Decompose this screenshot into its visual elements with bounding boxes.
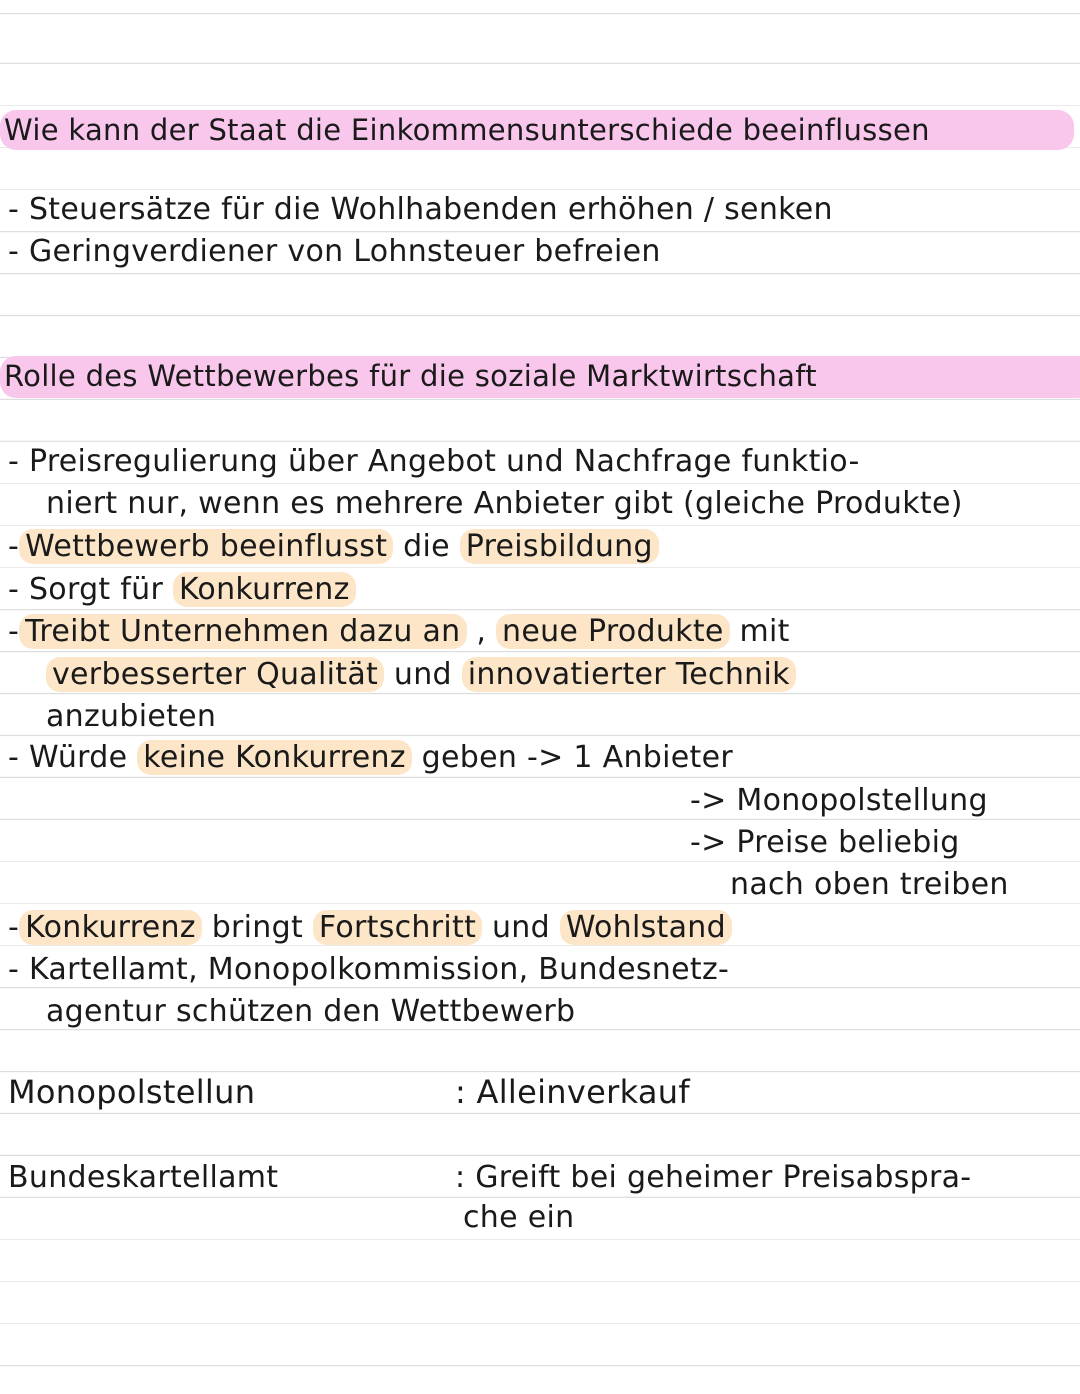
list-item-continuation: anzubieten bbox=[46, 699, 217, 734]
list-item bbox=[8, 570, 356, 610]
text: die bbox=[393, 529, 460, 564]
list-item-continuation bbox=[46, 655, 796, 695]
list-item: - Steuersätze für die Wohlhabenden erhöhen / senken bbox=[8, 192, 833, 227]
highlight-text: Konkurrenz bbox=[173, 572, 356, 607]
highlight-text: innovatierter Technik bbox=[462, 657, 796, 692]
text: - Würde bbox=[8, 740, 138, 775]
highlight-text: Preisbildung bbox=[460, 529, 659, 564]
highlight-text: Wettbewerb beeinflusst bbox=[19, 529, 393, 564]
highlight-text: Fortschritt bbox=[313, 910, 482, 945]
text: und bbox=[384, 657, 462, 692]
definition-term: Monopolstellun bbox=[8, 1073, 256, 1111]
list-item bbox=[8, 738, 733, 778]
definition-text: : Alleinverkauf bbox=[455, 1073, 690, 1111]
definition-term: Bundeskartellamt bbox=[8, 1160, 279, 1195]
text: , bbox=[466, 614, 497, 649]
definition-text: : Greift bei geheimer Preisabspra- bbox=[455, 1160, 972, 1195]
highlight-text: neue Produkte bbox=[496, 614, 730, 649]
text: bringt bbox=[201, 910, 313, 945]
dash: - bbox=[8, 529, 20, 564]
highlight-text: Konkurrenz bbox=[19, 910, 202, 945]
text: mit bbox=[729, 614, 790, 649]
arrow-item-continuation: nach oben treiben bbox=[730, 867, 1009, 902]
list-item: - Preisregulierung über Angebot und Nachfrage funktio- bbox=[8, 444, 860, 479]
heading-einkommensunterschiede: Wie kann der Staat die Einkommensunterschiede beeinflussen bbox=[0, 110, 1074, 150]
dash: - bbox=[8, 614, 20, 649]
highlight-text: Treibt Unternehmen dazu an bbox=[19, 614, 466, 649]
heading-wettbewerb: Rolle des Wettbewerbes für die soziale Marktwirtschaft bbox=[0, 356, 1080, 398]
list-item: - Geringverdiener von Lohnsteuer befreien bbox=[8, 234, 661, 269]
text: geben -> 1 Anbieter bbox=[411, 740, 733, 775]
list-item bbox=[8, 527, 659, 567]
text: - Sorgt für bbox=[8, 572, 173, 607]
highlight-text: verbesserter Qualität bbox=[46, 657, 384, 692]
highlight-text: keine Konkurrenz bbox=[137, 740, 412, 775]
definition-text-continuation: che ein bbox=[463, 1200, 575, 1235]
list-item-continuation: niert nur, wenn es mehrere Anbieter gibt (gleiche Produkte) bbox=[46, 486, 963, 521]
list-item: - Kartellamt, Monopolkommission, Bundesnetz- bbox=[8, 952, 730, 987]
arrow-item: -> Monopolstellung bbox=[690, 783, 988, 818]
list-item bbox=[8, 908, 732, 948]
list-item bbox=[8, 612, 790, 652]
arrow-item: -> Preise beliebig bbox=[690, 825, 960, 860]
list-item-continuation: agentur schützen den Wettbewerb bbox=[46, 994, 576, 1029]
highlight-text: Wohlstand bbox=[560, 910, 732, 945]
text: und bbox=[482, 910, 560, 945]
dash: - bbox=[8, 910, 20, 945]
